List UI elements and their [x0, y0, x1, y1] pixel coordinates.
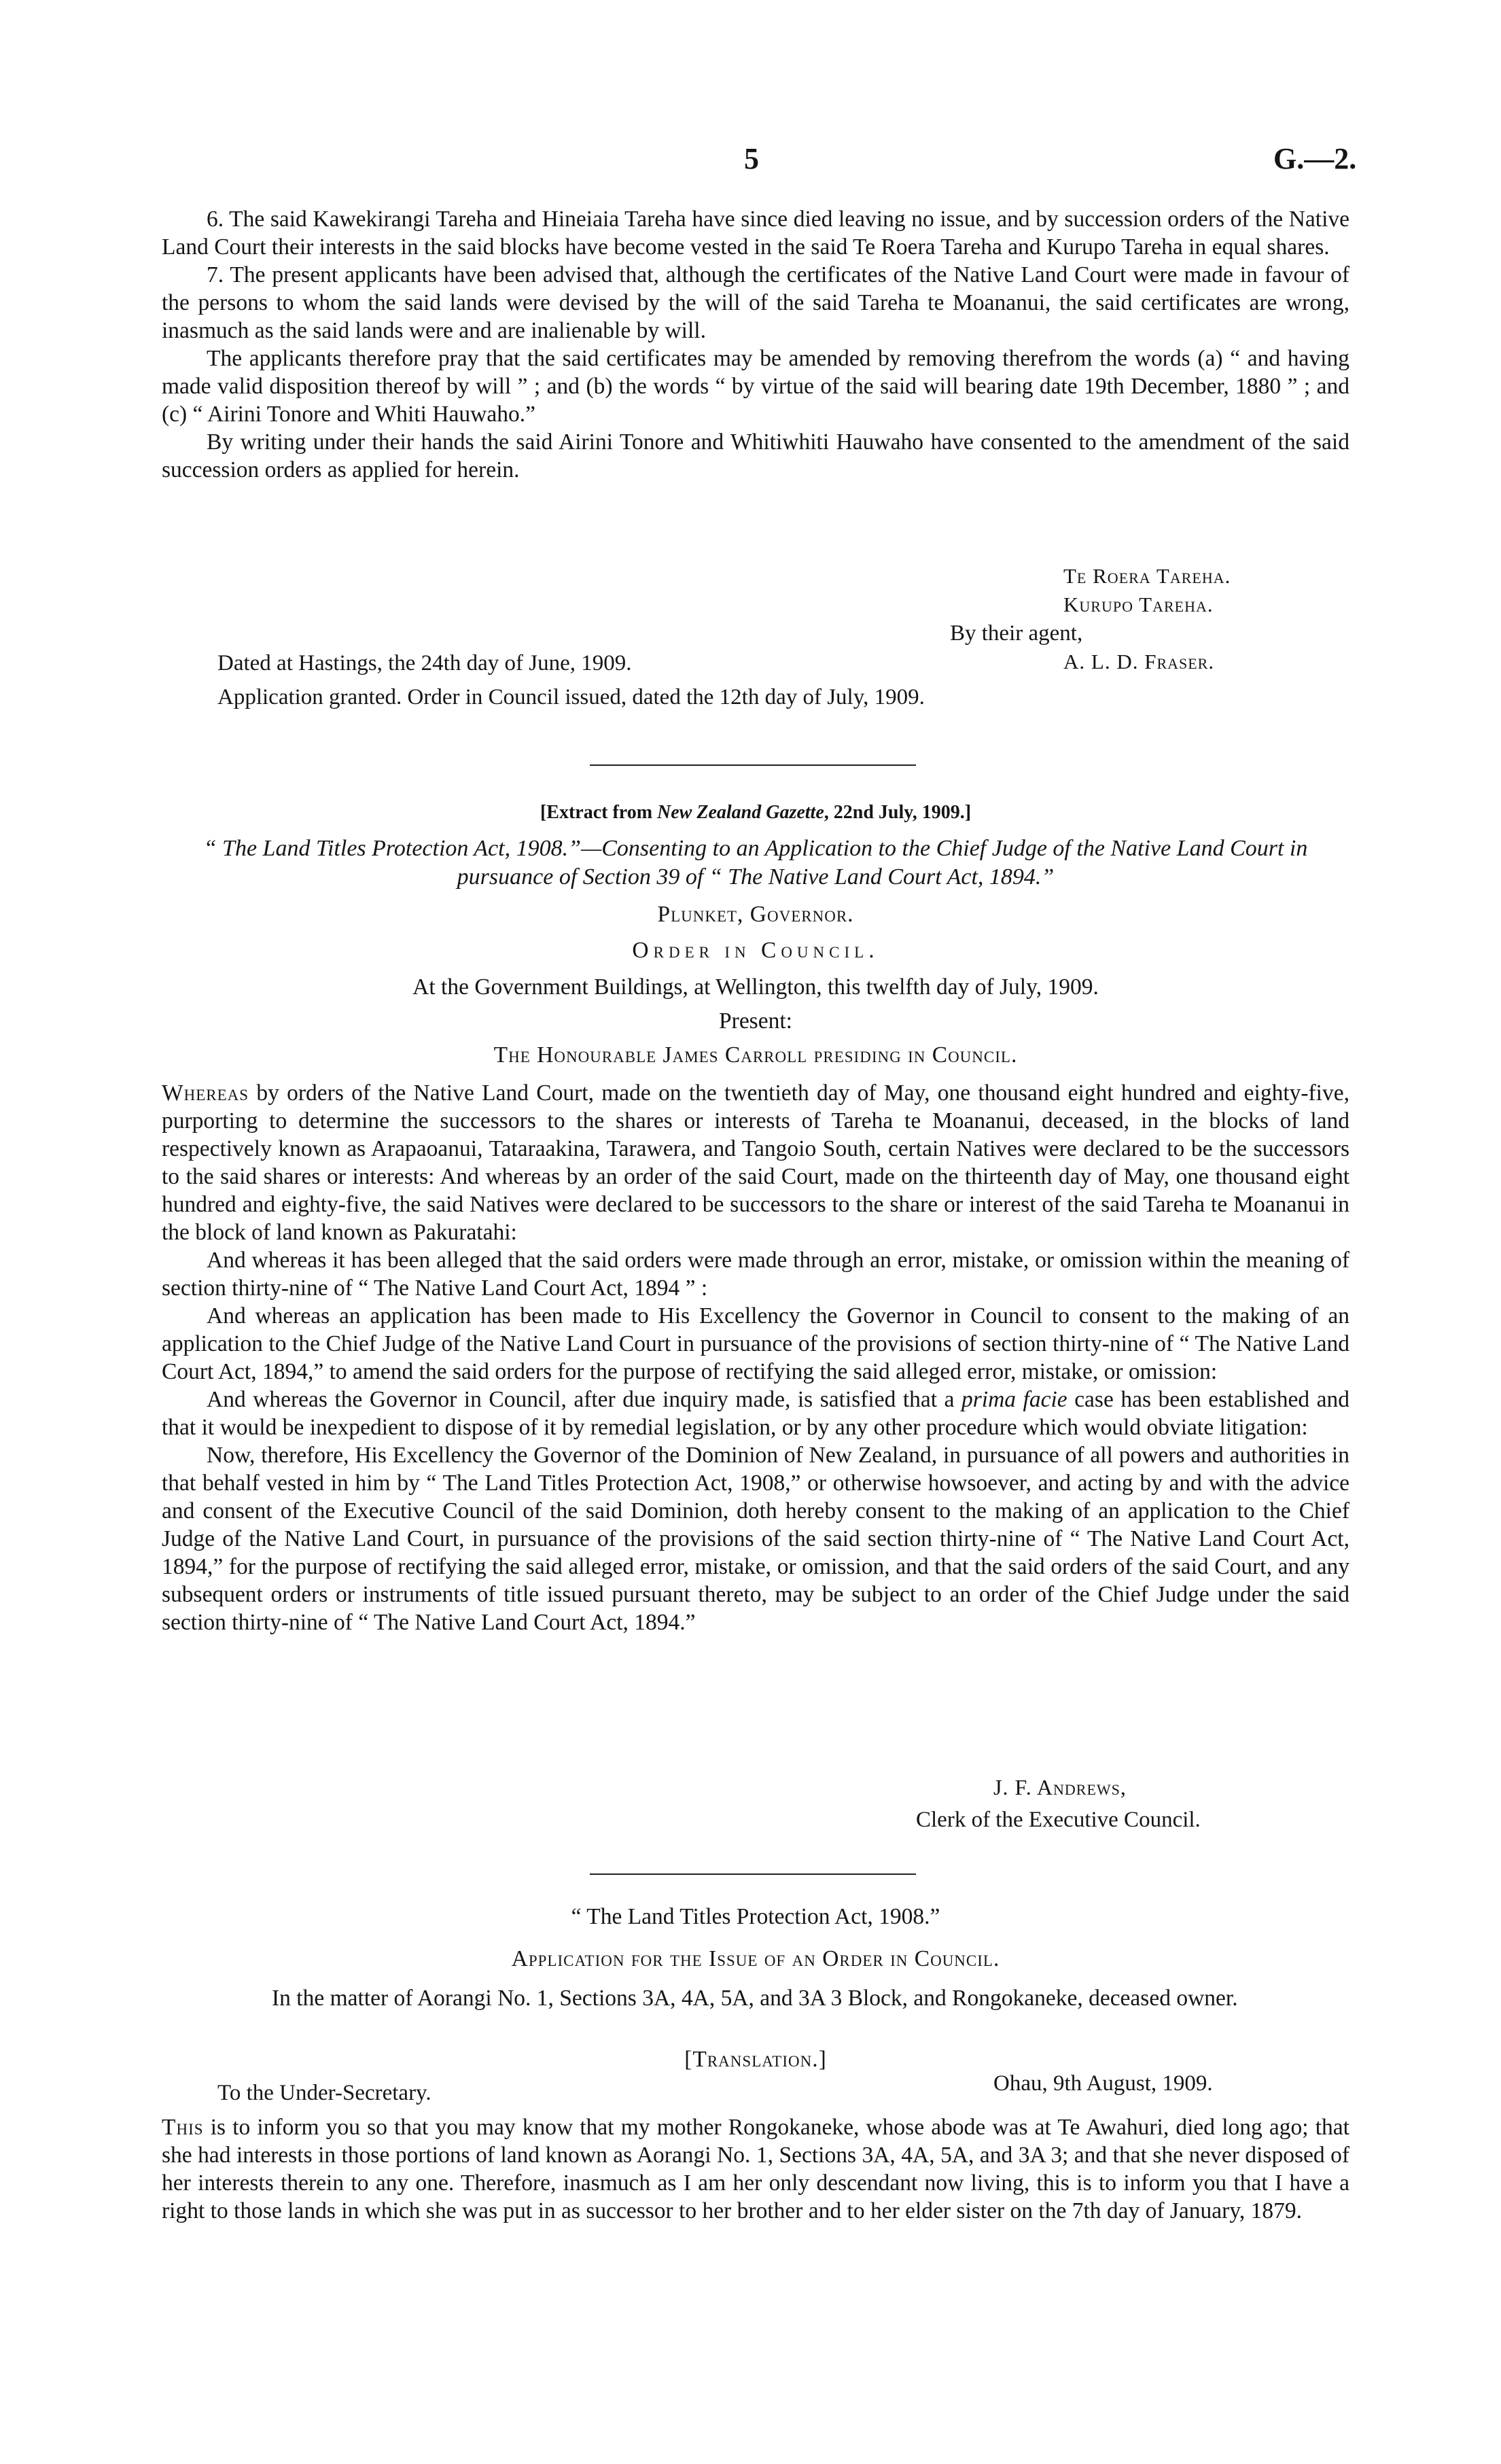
- whereas-lead: Whereas: [162, 1080, 249, 1106]
- paragraph-6: 6. The said Kawekirangi Tareha and Hineiaia Tareha have since died leaving no issue, and by succession orders of the Native Land Court their interests in the said blocks have become vested in the said Te Roera Tareha and Kurupo Tareha in equal shares.: [162, 207, 1349, 260]
- matter-block: [272, 1984, 1352, 2012]
- by-agent: By their agent,: [950, 621, 1083, 646]
- extract-suffix: , 22nd July, 1909.]: [824, 802, 972, 823]
- dated-line: Dated at Hastings, the 24th day of June, 1909.: [217, 651, 632, 675]
- signer-kurupo: Kurupo Tareha.: [1063, 593, 1214, 616]
- alleged-paragraph: And whereas it has been alleged that the said orders were made through an error, mistake, or omission within the meaning of section thirty-nine of “ The Native Land Court Act, 1894 ” :: [162, 1248, 1349, 1301]
- letter-body: [162, 2113, 1349, 2225]
- signer-te-roera: Te Roera Tareha.: [1063, 564, 1231, 588]
- letter-text: is to inform you so that you may know that my mother Rongokaneke, whose abode was at Te Awahuri, died long ago; that she had interests in those portions of land known as Aorangi No. 1, Sections 3A, 4A, 5A, and 3A 3; and that she never disposed of her interests therein to any one. Therefore, inasmuch as I am her only descendant now living, this is to inform you that I have a right to those lands in which she was put in as successor to her brother and to her elder sister on the 7th day of January, 1879.: [162, 2115, 1349, 2223]
- order-title: “ The Land Titles Protection Act, 1908.”—Consenting to an Application to the Chief Judge of the Native Land Court in pursuance of Section 39 of “ The Native Land Court Act, 1894.”: [203, 836, 1308, 890]
- satisfied-italic: prima facie: [961, 1387, 1067, 1412]
- presiding-line: The Honourable James Carroll presiding in Council.: [493, 1042, 1018, 1068]
- clerk-title: Clerk of the Executive Council.: [916, 1808, 1201, 1832]
- extract-prefix: [Extract from: [540, 802, 658, 823]
- page-number: 5: [744, 142, 759, 175]
- now-therefore-paragraph: Now, therefore, His Excellency the Governor of the Dominion of New Zealand, in pursuance of all powers and authorities in that behalf vested in him by “ The Land Titles Protection Act, 1908,” or otherwise howsoever, and acting by and with the advice and consent of the Executive Council of the said Dominion, doth hereby consent to the making of an application to the Chief Judge of the Native Land Court, in pursuance of the provisions of the said section thirty-nine of “ The Native Land Court Act, 1894,” for the purpose of rectifying the said alleged error, mistake, or omission, and that the said orders of the said Court, and any subsequent orders or instruments of title issued pursuant thereto, may be subject to an order of the Chief Judge under the said section thirty-nine of “ The Native Land Court Act, 1894.”: [162, 1443, 1349, 1635]
- satisfied-paragraph: [162, 1386, 1349, 1441]
- section-divider-2: [590, 1873, 916, 1875]
- order-in-council-heading: Order in Council.: [632, 938, 879, 963]
- letter-place-date: Ohau, 9th August, 1909.: [993, 2071, 1213, 2096]
- application-paragraph: And whereas an application has been made to His Excellency the Governor in Council to consent to the making of an application to the Chief Judge of the Native Land Court in pursuance of the provisions of section thirty-nine of “ The Native Land Court Act, 1894,” to amend the said orders for the purpose of rectifying the said alleged error, mistake, or omission:: [162, 1303, 1349, 1384]
- present-line: Present:: [719, 1008, 792, 1034]
- to-under-secretary: To the Under-Secretary.: [217, 2081, 431, 2105]
- clerk-name: J. F. Andrews,: [993, 1775, 1127, 1799]
- act-title: “ The Land Titles Protection Act, 1908.”: [571, 1904, 940, 1929]
- translation-line: [Translation.]: [684, 2047, 827, 2072]
- application-heading: Application for the Issue of an Order in Council.: [511, 1946, 1000, 1971]
- consent-paragraph: By writing under their hands the said Airini Tonore and Whitiwhiti Hauwaho have consented to the amendment of the said succession orders as applied for herein.: [162, 429, 1349, 482]
- prayer-paragraph: The applicants therefore pray that the said certificates may be amended by removing therefrom the words (a) “ and having made valid disposition thereof by will ” ; and (b) the words “ by virtue of the said will bearing date 19th December, 1880 ” ; and (c) “ Airini Tonore and Whiti Hauwaho.”: [162, 346, 1349, 427]
- place-line: At the Government Buildings, at Wellington, this twelfth day of July, 1909.: [412, 974, 1099, 1000]
- document-code: G.—2.: [1273, 142, 1357, 175]
- letter-paragraph: [162, 2113, 1349, 2225]
- paragraph-7: 7. The present applicants have been advised that, although the certificates of the Native Land Court were made in favour of the persons to whom the said lands were devised by the will of the said Tareha te Moananui, the said certificates are wrong, inasmuch as the said lands were and are inalienable by will.: [162, 262, 1349, 343]
- agent-name: A. L. D. Fraser.: [1063, 650, 1215, 673]
- whereas-paragraph: [162, 1079, 1349, 1246]
- gazette-name: New Zealand Gazette: [657, 802, 824, 823]
- gazette-extract-line: [162, 798, 1349, 827]
- governor-line: Plunket, Governor.: [657, 902, 854, 927]
- granted-line: Application granted. Order in Council issued, dated the 12th day of July, 1909.: [217, 685, 925, 709]
- satisfied-post: case has been established and that it would be inexpedient to dispose of it by remedial legislation, or by any other procedure which would obviate litigation:: [162, 1387, 1350, 1440]
- letter-lead: This: [162, 2115, 204, 2140]
- whereas-text: by orders of the Native Land Court, made on the twentieth day of May, one thousand eight hundred and eighty-five, purporting to determine the successors to the shares or interests of Tareha te Moananui, deceased, in the blocks of land respectively known as Arapaoanui, Tataraakina, Tarawera, and Tangoio South, certain Natives were declared to be the successors to the said shares or interests: And whereas by an order of the said Court, made on the thirteenth day of May, one thousand eight hundred and eighty-five, the said Natives were declared to be successors to the share or interest of the said Tareha te Moananui in the block of land known as Pakuratahi:: [162, 1080, 1349, 1245]
- satisfied-pre: And whereas the Governor in Council, after due inquiry made, is satisfied that a: [207, 1387, 961, 1412]
- order-body: [162, 1079, 1349, 1636]
- section-divider: [590, 764, 916, 766]
- application-paragraphs: [162, 205, 1349, 484]
- matter-line: In the matter of Aorangi No. 1, Sections 3A, 4A, 5A, and 3A 3 Block, and Rongokaneke, deceased owner.: [272, 1986, 1238, 2011]
